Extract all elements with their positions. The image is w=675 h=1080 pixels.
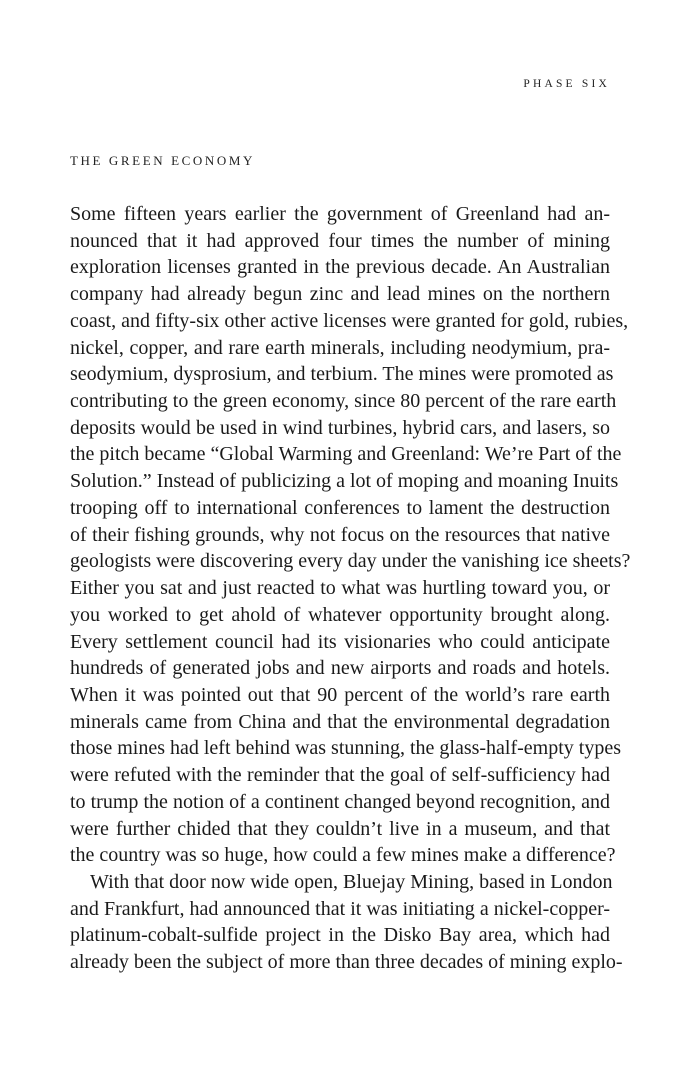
section-title: THE GREEN ECONOMY [70,153,256,168]
text-line: hundreds of generated jobs and new airports and roads and hotels. [70,657,610,680]
text-line: minerals came from China and that the environmental degradation [70,710,610,733]
text-line: and Frankfurt, had announced that it was initiating a nickel-copper- [70,897,610,920]
text-line: seodymium, dysprosium, and terbium. The mines were promoted as [70,363,614,386]
text-line: those mines had left behind was stunning, the glass-half-empty types [70,737,622,760]
body-text [70,201,631,976]
running-head: PHASE SIX [523,78,610,90]
text-line: trooping off to international conferences to lament the destruction [70,496,610,519]
text-line: deposits would be used in wind turbines, hybrid cars, and lasers, so [70,416,610,439]
text-line: already been the subject of more than three decades of mining explo- [70,951,623,974]
text-line: nounced that it had approved four times the number of mining [70,229,610,252]
text-line: Either you sat and just reacted to what was hurtling toward you, or [70,577,610,600]
text-line: platinum-cobalt-sulfide project in the Disko Bay area, which had [70,924,610,947]
paragraph-last-line: the country was so huge, how could a few mines make a difference? [70,844,616,867]
paragraph-first-line: With that door now wide open, Bluejay Mining, based in London [90,870,613,893]
text-line: When it was pointed out that 90 percent of the world’s rare earth [70,683,610,706]
text-line: geologists were discovering every day under the vanishing ice sheets? [70,550,631,573]
text-line: of their fishing grounds, why not focus on the resources that native [70,523,610,546]
text-line: coast, and fifty-six other active licenses were granted for gold, rubies, [70,309,629,332]
text-line: you worked to get ahold of whatever opportunity brought along. [70,603,610,626]
text-line: company had already begun zinc and lead mines on the northern [70,283,610,306]
text-line: were further chided that they couldn’t live in a museum, and that [70,817,610,840]
text-line: nickel, copper, and rare earth minerals, including neodymium, pra- [70,336,610,359]
text-line: Some fifteen years earlier the government of Greenland had an- [70,203,610,225]
text-line: were refuted with the reminder that the goal of self-sufficiency had [70,764,610,787]
text-line: to trump the notion of a continent changed beyond recognition, and [70,790,610,813]
text-line: exploration licenses granted in the previous decade. An Australian [70,256,610,279]
text-line: the pitch became “Global Warming and Greenland: We’re Part of the [70,443,622,466]
text-line: contributing to the green economy, since 80 percent of the rare earth [70,390,617,413]
text-line: Every settlement council had its visionaries who could anticipate [70,630,610,653]
text-line: Solution.” Instead of publicizing a lot of moping and moaning Inuits [70,470,619,493]
